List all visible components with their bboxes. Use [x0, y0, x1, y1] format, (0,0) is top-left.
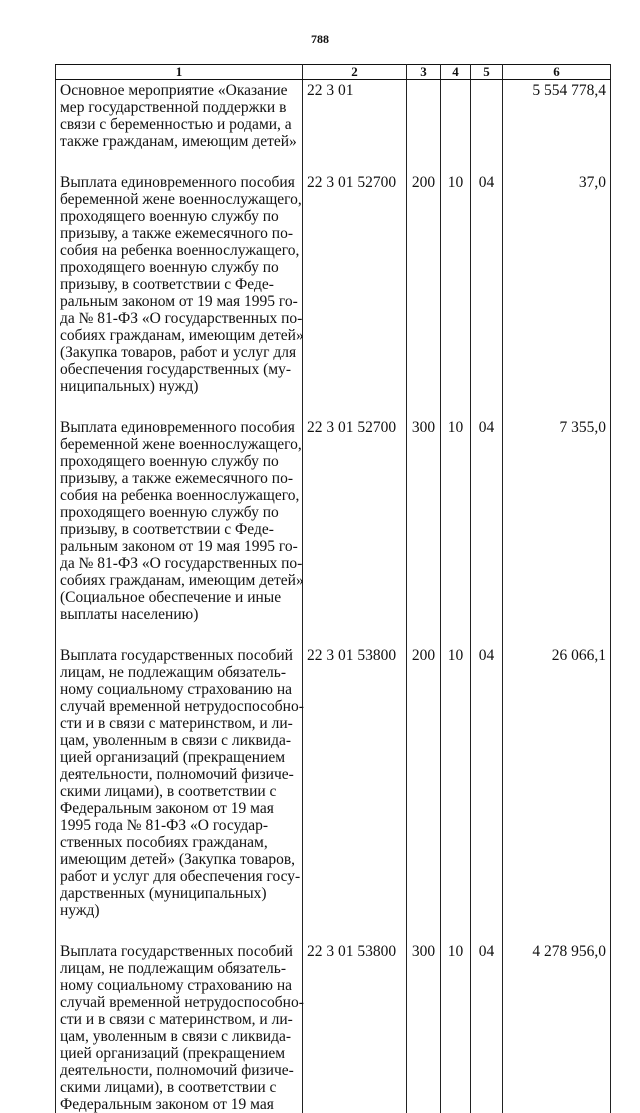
subsection-cell — [471, 80, 503, 151]
spacer-cell — [441, 919, 471, 941]
expense-type-cell: 300 — [407, 941, 441, 1113]
column-header-6: 6 — [503, 65, 611, 80]
description-line: призыву, в соответствии с Феде- — [60, 521, 274, 538]
description-line: призыву, а также ежемесячного по- — [60, 470, 293, 487]
expense-type-cell: 300 — [407, 417, 441, 623]
spacer-cell — [441, 395, 471, 417]
amount-cell: 37,0 — [503, 172, 611, 395]
section-cell: 10 — [441, 645, 471, 919]
description-line: проходящего военную службу по — [60, 453, 279, 470]
description-line: сти и в связи с материнством, и ли- — [60, 715, 293, 732]
description-line: цам, уволенным в связи с ликвида- — [60, 1028, 292, 1045]
subsection-cell: 04 — [471, 172, 503, 395]
description-line: скими лицами), в соответствии с — [60, 783, 277, 800]
description-line: ному социальному страхованию на — [60, 977, 293, 994]
description-line: 1995 года № 81-ФЗ «О государ- — [60, 817, 269, 834]
spacer-cell — [471, 919, 503, 941]
description-line: Основное мероприятие «Оказание — [60, 82, 288, 99]
description-line: Федеральным законом от 19 мая — [60, 1096, 274, 1113]
row-spacer — [56, 919, 611, 941]
row-description — [56, 645, 303, 919]
column-header-1: 1 — [56, 65, 303, 80]
description-line: беременной жене военнослужащего, — [60, 191, 302, 208]
column-header-5: 5 — [471, 65, 503, 80]
target-code-cell: 22 3 01 53800 — [303, 941, 407, 1113]
description-line: ниципальных) нужд) — [60, 378, 199, 395]
description-line: дарственных (муниципальных) — [60, 885, 267, 902]
description-line: лицам, не подлежащим обязатель- — [60, 960, 287, 977]
spacer-cell — [503, 623, 611, 645]
spacer-cell — [407, 919, 441, 941]
description-line: собиях гражданам, имеющим детей» — [60, 572, 304, 589]
row-description — [56, 941, 303, 1113]
spacer-cell — [407, 150, 441, 172]
spacer-cell — [56, 395, 303, 417]
spacer-cell — [471, 395, 503, 417]
row-description — [56, 417, 303, 623]
description-line: также гражданам, имеющим детей» — [60, 133, 297, 150]
row-description — [56, 80, 303, 151]
header-row — [56, 65, 611, 80]
description-line: ральным законом от 19 мая 1995 го- — [60, 293, 298, 310]
section-cell: 10 — [441, 941, 471, 1113]
spacer-cell — [503, 395, 611, 417]
description-line: связи с беременностью и родами, а — [60, 116, 292, 133]
description-line: цам, уволенным в связи с ликвида- — [60, 732, 292, 749]
table-row — [56, 417, 611, 623]
description-line: Выплата государственных пособий — [60, 647, 293, 664]
target-code-cell: 22 3 01 — [303, 80, 407, 151]
expense-type-cell: 200 — [407, 172, 441, 395]
table-row — [56, 941, 611, 1113]
spacer-cell — [303, 395, 407, 417]
spacer-cell — [503, 150, 611, 172]
subsection-cell: 04 — [471, 941, 503, 1113]
spacer-cell — [471, 150, 503, 172]
description-line: Выплата государственных пособий — [60, 943, 293, 960]
expense-type-cell — [407, 80, 441, 151]
table-row — [56, 80, 611, 151]
description-line: собиях гражданам, имеющим детей» — [60, 327, 304, 344]
spacer-cell — [441, 150, 471, 172]
description-line: лицам, не подлежащим обязатель- — [60, 664, 287, 681]
spacer-cell — [56, 623, 303, 645]
table-row — [56, 172, 611, 395]
description-line: (Закупка товаров, работ и услуг для — [60, 344, 297, 361]
spacer-cell — [303, 623, 407, 645]
amount-cell: 26 066,1 — [503, 645, 611, 919]
description-line: (Социальное обеспечение и иные — [60, 589, 282, 606]
description-line: Выплата единовременного пособия — [60, 174, 295, 191]
target-code-cell: 22 3 01 52700 — [303, 417, 407, 623]
spacer-cell — [303, 919, 407, 941]
description-line: призыву, а также ежемесячного по- — [60, 225, 293, 242]
subsection-cell: 04 — [471, 645, 503, 919]
description-line: да № 81-ФЗ «О государственных по- — [60, 310, 303, 327]
spacer-cell — [56, 150, 303, 172]
section-cell: 10 — [441, 172, 471, 395]
spacer-cell — [407, 623, 441, 645]
row-spacer — [56, 395, 611, 417]
row-spacer — [56, 623, 611, 645]
amount-cell: 4 278 956,0 — [503, 941, 611, 1113]
description-line: Выплата единовременного пособия — [60, 419, 295, 436]
spacer-cell — [303, 150, 407, 172]
description-line: проходящего военную службу по — [60, 208, 279, 225]
description-line: цией организаций (прекращением — [60, 1045, 286, 1062]
description-line: собия на ребенка военнослужащего, — [60, 242, 300, 259]
description-line: ственных пособиях гражданам, — [60, 834, 268, 851]
amount-cell: 7 355,0 — [503, 417, 611, 623]
description-line: Федеральным законом от 19 мая — [60, 800, 274, 817]
subsection-cell: 04 — [471, 417, 503, 623]
description-line: цией организаций (прекращением — [60, 749, 286, 766]
description-line: деятельности, полномочий физиче- — [60, 1062, 294, 1079]
spacer-cell — [56, 919, 303, 941]
page-number: 788 — [311, 32, 329, 46]
description-line: да № 81-ФЗ «О государственных по- — [60, 555, 303, 572]
description-line: мер государственной поддержки в — [60, 99, 287, 116]
row-description — [56, 172, 303, 395]
description-line: работ и услуг для обеспечения госу- — [60, 868, 301, 885]
description-line: проходящего военную службу по — [60, 259, 279, 276]
spacer-cell — [407, 395, 441, 417]
budget-table — [55, 64, 611, 1113]
table-row — [56, 645, 611, 919]
description-line: нужд) — [60, 902, 100, 919]
target-code-cell: 22 3 01 53800 — [303, 645, 407, 919]
description-line: сти и в связи с материнством, и ли- — [60, 1011, 293, 1028]
description-line: проходящего военную службу по — [60, 504, 279, 521]
column-header-2: 2 — [303, 65, 407, 80]
description-line: имеющим детей» (Закупка товаров, — [60, 851, 296, 868]
description-line: деятельности, полномочий физиче- — [60, 766, 294, 783]
description-line: ному социальному страхованию на — [60, 681, 293, 698]
spacer-cell — [471, 623, 503, 645]
spacer-cell — [441, 623, 471, 645]
description-line: собия на ребенка военнослужащего, — [60, 487, 300, 504]
description-line: случай временной нетрудоспособно- — [60, 994, 304, 1011]
description-line: ральным законом от 19 мая 1995 го- — [60, 538, 298, 555]
amount-cell: 5 554 778,4 — [503, 80, 611, 151]
row-spacer — [56, 150, 611, 172]
section-cell: 10 — [441, 417, 471, 623]
description-line: выплаты населению) — [60, 606, 199, 623]
description-line: случай временной нетрудоспособно- — [60, 698, 304, 715]
column-header-3: 3 — [407, 65, 441, 80]
section-cell — [441, 80, 471, 151]
target-code-cell: 22 3 01 52700 — [303, 172, 407, 395]
description-line: скими лицами), в соответствии с — [60, 1079, 277, 1096]
description-line: обеспечения государственных (му- — [60, 361, 291, 378]
description-line: призыву, в соответствии с Феде- — [60, 276, 274, 293]
spacer-cell — [503, 919, 611, 941]
expense-type-cell: 200 — [407, 645, 441, 919]
column-header-4: 4 — [441, 65, 471, 80]
description-line: беременной жене военнослужащего, — [60, 436, 302, 453]
